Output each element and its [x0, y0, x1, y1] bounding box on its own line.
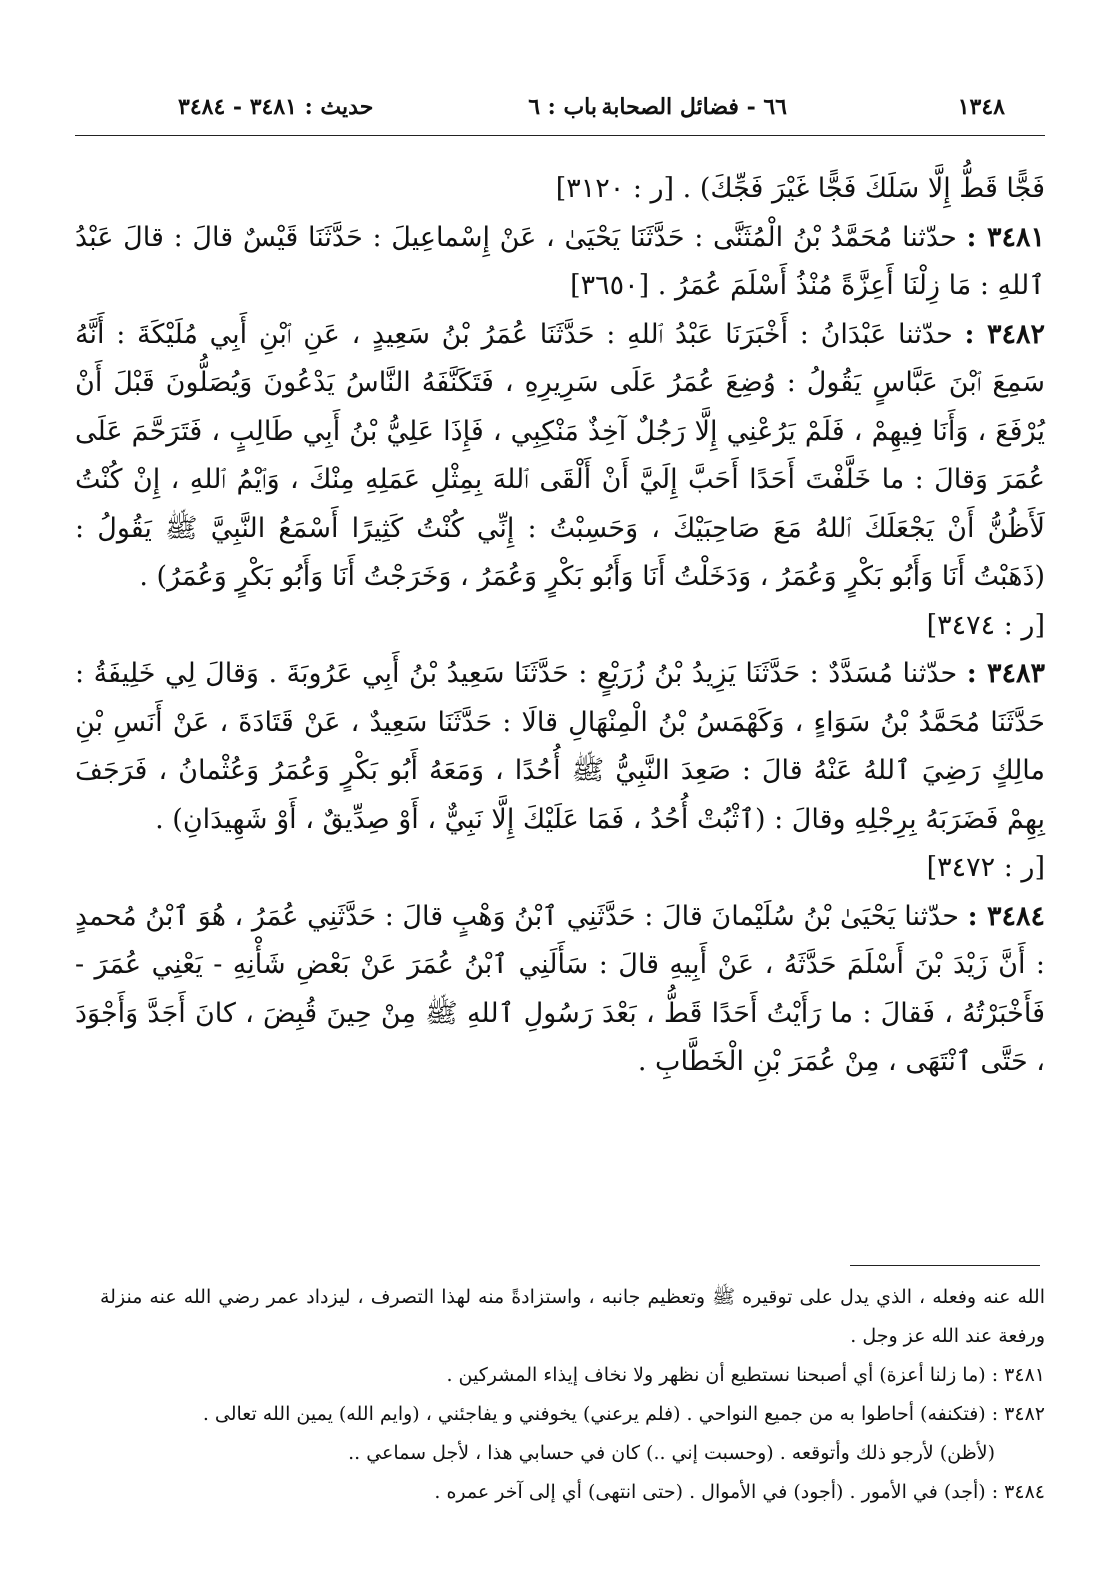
main-text	[75, 165, 1045, 1087]
hadith-number: ٣٤٨١ :	[966, 221, 1045, 253]
footnote-continuation: الله عنه وفعله ، الذي يدل على توقيره ﷺ وتعظيم جانبه ، واستزادةً منه لهذا التصرف ، ليزداد عمر رضي الله عنه منزلة ورفعة عند الله عز وجل .	[100, 1286, 1045, 1347]
page-header	[178, 88, 1005, 128]
hadith-text: حدّثنا مُحَمَّدُ بْنُ الْمُثَنَّى : حَدَّثَنَا يَحْيَىٰ ، عَنْ إِسْماعِيلَ : حَدَّثَنَا قَيْسٌ قالَ : قالَ عَبْدُ ٱللهِ : مَا زِلْنَا أَعِزَّةً مُنْذُ أَسْلَمَ عُمَرُ . [٣٦٥٠]	[75, 221, 1045, 301]
book-title: ٦٦ - فضائل الصحابة	[601, 94, 787, 120]
footnote-3482-continued: (لأظن) لأرجو ذلك وأتوقعه . (وحسبت إني ..) كان في حسابي هذا ، لأجل سماعي ..	[348, 1442, 995, 1464]
footnote-3481: ٣٤٨١ : (ما زلنا أعزة) أي أصبحنا نستطيع أن نظهر ولا نخاف إيذاء المشركين .	[446, 1364, 1045, 1386]
header-divider	[75, 135, 1045, 136]
cross-reference: [ر : ٣٤٧٢]	[926, 852, 1045, 883]
hadith-3484	[75, 893, 1045, 1087]
footnotes	[100, 1278, 1045, 1512]
hadith-text: حدّثنا عَبْدَانُ : أَخْبَرَنَا عَبْدُ ٱللهِ : حَدَّثَنَا عُمَرُ بْنُ سَعِيدٍ ، عَنِ ٱبْنِ أَبِي مُلَيْكَةَ : أَنَّهُ سَمِعَ ٱبْنَ عَبَّاسٍ يَقُولُ : وُضِعَ عُمَرُ عَلَى سَرِيرِهِ ، فَتَكَنَّفَهُ النَّاسُ يَدْعُونَ وَيُصَلُّونَ قَبْلَ أَنْ يُرْفَعَ ، وَأَنَا فِيهِمْ ، فَلَمْ يَرُعْنِي إِلَّا رَجُلٌ آخِذٌ مَنْكِبِي ، فَإِذَا عَلِيُّ بْنُ أَبِي طَالِبٍ ، فَتَرَحَّمَ عَلَى عُمَرَ وَقالَ : ما خَلَّفْتَ أَحَدًا أَحَبَّ إِلَيَّ أَنْ أَلْقَى ٱللهَ بِمِثْلِ عَمَلِهِ مِنْكَ ، وَٱيْمُ ٱللهِ ، إِنْ كُنْتُ لَأَظُنُّ أَنْ يَجْعَلَكَ ٱللهُ مَعَ صَاحِبَيْكَ ، وَحَسِبْتُ : إِنِّي كُنْتُ كَثِيرًا أَسْمَعُ النَّبِيَّ ﷺ يَقُولُ : (ذَهَبْتُ أَنَا وَأَبُو بَكْرٍ وَعُمَرُ ، وَدَخَلْتُ أَنَا وَأَبُو بَكْرٍ وَعُمَرُ ، وَخَرَجْتُ أَنَا وَأَبُو بَكْرٍ وَعُمَرُ) .	[75, 318, 1045, 592]
continuation-paragraph: فَجًّا قَطُّ إِلَّا سَلَكَ فَجًّا غَيْرَ فَجِّكَ) . [ر : ٣١٢٠]	[555, 173, 1045, 204]
hadith-3483	[75, 650, 1045, 893]
hadith-text: حدّثنا مُسَدَّدٌ : حَدَّثَنَا يَزِيدُ بْنُ زُرَيْعٍ : حَدَّثَنَا سَعِيدُ بْنُ أَبِي عَرُوبَةَ . وَقالَ لِي خَلِيفَةُ : حَدَّثَنَا مُحَمَّدُ بْنُ سَوَاءٍ ، وَكَهْمَسُ بْنُ الْمِنْهَالِ قالَا : حَدَّثَنَا سَعِيدٌ ، عَنْ قَتَادَةَ ، عَنْ أَنَسِ بْنِ مالِكٍ رَضِيَ ٱللهُ عَنْهُ قالَ : صَعِدَ النَّبِيُّ ﷺ أُحُدًا ، وَمَعَهُ أَبُو بَكْرٍ وَعُمَرُ وَعُثْمانُ ، فَرَجَفَ بِهِمْ فَضَرَبَهُ بِرِجْلِهِ وقالَ : (ٱثْبُتْ أُحُدُ ، فَمَا عَلَيْكَ إِلَّا نَبِيٌّ ، أَوْ صِدِّيقٌ ، أَوْ شَهِيدَانِ) .	[75, 658, 1045, 835]
hadith-text: حدّثنا يَحْيَىٰ بْنُ سُلَيْمانَ قالَ : حَدَّثَنِي ٱبْنُ وَهْبٍ قالَ : حَدَّثَنِي عُمَرُ ، هُوَ ٱبْنُ مُحمدٍ : أَنَّ زَيْدَ بْنَ أَسْلَمَ حَدَّثَهُ ، عَنْ أَبِيهِ قالَ : سَأَلَنِي ٱبْنُ عُمَرَ عَنْ بَعْضِ شَأْنِهِ - يَعْنِي عُمَرَ - فَأَخْبَرْتُهُ ، فَقالَ : ما رَأَيْتُ أَحَدًا قَطُّ ، بَعْدَ رَسُولِ ٱللهِ ﷺ مِنْ حِينَ قُبِضَ ، كانَ أَجَدَّ وَأَجْوَدَ ، حَتَّى ٱنْتَهَى ، مِنْ عُمَرَ بْنِ الْخَطَّابِ .	[75, 900, 1045, 1077]
hadith-range: حديث : ٣٤٨١ - ٣٤٨٤	[178, 94, 374, 120]
page-number: ١٣٤٨	[957, 94, 1005, 120]
hadith-3481	[75, 214, 1045, 311]
cross-reference: [ر : ٣٤٧٤]	[926, 609, 1045, 641]
footnote-divider	[850, 1265, 1040, 1266]
hadith-number: ٣٤٨٣ :	[966, 658, 1045, 689]
hadith-number: ٣٤٨٤ :	[967, 900, 1045, 932]
footnote-3482: ٣٤٨٢ : (فتكنفه) أحاطوا به من جميع النواحي . (فلم يرعني) يخوفني و يفاجئني ، (وايم الله) يمين الله تعالى .	[202, 1403, 1045, 1425]
hadith-number: ٣٤٨٢ :	[964, 318, 1045, 350]
chapter-label: باب : ٦	[528, 94, 597, 120]
hadith-3482	[75, 311, 1045, 651]
footnote-3484: ٣٤٨٤ : (أجد) في الأمور . (أجود) في الأموال . (حتى انتهى) أي إلى آخر عمره .	[434, 1481, 1045, 1503]
